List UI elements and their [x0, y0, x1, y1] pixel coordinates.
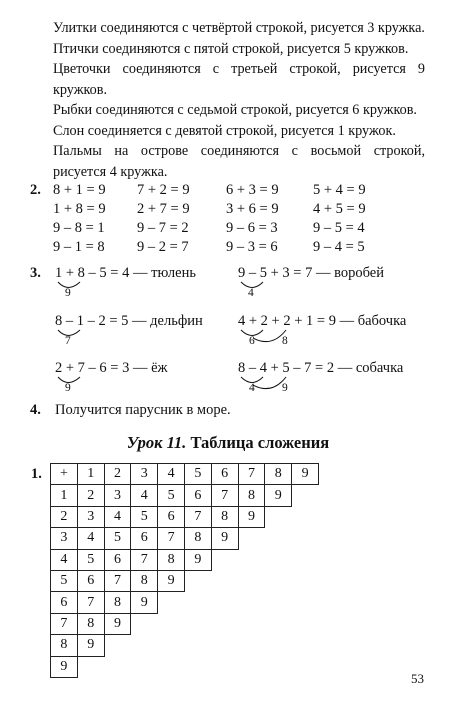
intro-line-5: Слон соединяется с девятой строкой, рисуется 1 кружок.: [53, 122, 396, 139]
empty-cell: [265, 528, 292, 549]
empty-cell: [265, 506, 292, 527]
task-2-eq: 9 – 4 = 5: [313, 239, 365, 255]
empty-cell: [158, 656, 185, 677]
table-cell: 6: [104, 549, 131, 570]
empty-cell: [158, 592, 185, 613]
table-cell: 5: [158, 485, 185, 506]
chain-partial-result: 4: [249, 382, 255, 394]
empty-cell: [292, 549, 319, 570]
table-cell: 7: [131, 549, 158, 570]
table-cell: 3: [131, 464, 158, 485]
table-cell: 7: [158, 528, 185, 549]
table-cell: 5: [184, 464, 211, 485]
chain-expression: 2 + 7 – 6 = 3 — ёж: [55, 360, 168, 376]
task-2-eq: 4 + 5 = 9: [313, 201, 366, 217]
empty-cell: [131, 635, 158, 656]
empty-cell: [292, 656, 319, 677]
empty-cell: [292, 485, 319, 506]
table-cell: 7: [184, 506, 211, 527]
table-cell: 9: [77, 635, 104, 656]
task-2-eq: 9 – 6 = 3: [226, 220, 278, 236]
table-cell: 8: [158, 549, 185, 570]
table-cell: 2: [104, 464, 131, 485]
table-cell: 7: [104, 570, 131, 591]
empty-cell: [104, 635, 131, 656]
chain-expression: 4 + 2 + 2 + 1 = 9 — бабочка: [238, 313, 407, 329]
table-cell: 6: [184, 485, 211, 506]
table-cell: 8: [238, 485, 265, 506]
table-cell: 2: [77, 485, 104, 506]
intro-text: [53, 18, 425, 182]
empty-cell: [77, 656, 104, 677]
task-2-eq: 1 + 8 = 9: [53, 201, 106, 217]
table-cell: 9: [265, 485, 292, 506]
table-cell: 1: [77, 464, 104, 485]
empty-cell: [131, 656, 158, 677]
task-2-eq: 9 – 7 = 2: [137, 220, 189, 236]
empty-cell: [211, 570, 238, 591]
empty-cell: [158, 635, 185, 656]
task-4-number: 4.: [30, 402, 41, 418]
table-cell: 5: [104, 528, 131, 549]
chain-partial-result: 6: [249, 335, 255, 347]
lesson-number: Урок 11.: [126, 433, 187, 452]
table-cell: 5: [77, 549, 104, 570]
table-cell: 4: [51, 549, 78, 570]
table-cell: 9: [104, 613, 131, 634]
empty-cell: [238, 592, 265, 613]
table-cell: 9: [184, 549, 211, 570]
empty-cell: [184, 570, 211, 591]
table-row: [51, 656, 319, 677]
table-cell: 7: [238, 464, 265, 485]
intro-line-4: Рыбки соединяются с седьмой строкой, рисуется 6 кружков.: [53, 102, 417, 118]
table-cell: +: [51, 464, 78, 485]
task-2-eq: 7 + 2 = 9: [137, 182, 190, 198]
table-cell: 9: [211, 528, 238, 549]
addition-table: [50, 463, 319, 678]
empty-cell: [292, 506, 319, 527]
empty-cell: [292, 635, 319, 656]
task-2-eq: 9 – 5 = 4: [313, 220, 365, 236]
table-cell: 8: [131, 570, 158, 591]
empty-cell: [292, 592, 319, 613]
intro-line-6: Пальмы на острове соединяются с восьмой строкой, рисуется 4 кружка.: [53, 143, 425, 180]
empty-cell: [265, 549, 292, 570]
empty-cell: [211, 635, 238, 656]
table-cell: 7: [51, 613, 78, 634]
empty-cell: [184, 592, 211, 613]
empty-cell: [238, 528, 265, 549]
table-cell: 8: [211, 506, 238, 527]
empty-cell: [238, 613, 265, 634]
chain-expression: 9 – 5 + 3 = 7 — воробей: [238, 265, 384, 281]
table-cell: 4: [131, 485, 158, 506]
empty-cell: [184, 656, 211, 677]
empty-cell: [292, 613, 319, 634]
empty-cell: [184, 613, 211, 634]
chain-partial-result: 4: [248, 287, 254, 299]
table-cell: 9: [131, 592, 158, 613]
task-2-eq: 2 + 7 = 9: [137, 201, 190, 217]
table-cell: 5: [131, 506, 158, 527]
empty-cell: [211, 549, 238, 570]
table-cell: 9: [51, 656, 78, 677]
table-row: [51, 528, 319, 549]
empty-cell: [184, 635, 211, 656]
empty-cell: [265, 592, 292, 613]
task-2-eq: 9 – 1 = 8: [53, 239, 105, 255]
empty-cell: [292, 570, 319, 591]
table-row: [51, 592, 319, 613]
table-cell: 3: [51, 528, 78, 549]
table-cell: 7: [77, 592, 104, 613]
table-cell: 8: [51, 635, 78, 656]
table-cell: 7: [211, 485, 238, 506]
task-2-eq: 5 + 4 = 9: [313, 182, 366, 198]
table-cell: 5: [51, 570, 78, 591]
intro-line-2: Птички соединяются с пятой строкой, рисуется 5 кружков.: [53, 40, 409, 57]
chain-partial-result: 9: [65, 287, 71, 299]
chain-partial-result: 7: [65, 335, 71, 347]
task-1-number: 1.: [31, 466, 42, 482]
task-2-eq: 9 – 2 = 7: [137, 239, 189, 255]
table-row: [51, 570, 319, 591]
task-2-number: 2.: [30, 182, 41, 198]
lesson-name: Таблица сложения: [190, 433, 330, 452]
table-cell: 8: [265, 464, 292, 485]
table-cell: 2: [51, 506, 78, 527]
table-row: [51, 549, 319, 570]
table-cell: 9: [238, 506, 265, 527]
chain-partial-result: 9: [282, 382, 288, 394]
empty-cell: [238, 656, 265, 677]
table-cell: 6: [51, 592, 78, 613]
empty-cell: [265, 635, 292, 656]
table-row: [51, 485, 319, 506]
table-cell: 3: [104, 485, 131, 506]
empty-cell: [265, 570, 292, 591]
table-cell: 3: [77, 506, 104, 527]
empty-cell: [292, 528, 319, 549]
empty-cell: [238, 570, 265, 591]
lesson-title: [0, 433, 456, 453]
empty-cell: [104, 656, 131, 677]
table-cell: 6: [158, 506, 185, 527]
chain-partial-result: 9: [65, 382, 71, 394]
task-2-eq: 9 – 8 = 1: [53, 220, 105, 236]
empty-cell: [265, 656, 292, 677]
table-cell: 6: [211, 464, 238, 485]
table-cell: 6: [131, 528, 158, 549]
empty-cell: [265, 613, 292, 634]
table-row: [51, 613, 319, 634]
empty-cell: [211, 656, 238, 677]
intro-line-3: Цветочки соединяются с третьей строкой, рисуется 9 кружков.: [53, 61, 425, 98]
table-cell: 8: [104, 592, 131, 613]
task-2-eq: 9 – 3 = 6: [226, 239, 278, 255]
intro-line-1: Улитки соединяются с четвёртой строкой, рисуется 3 кружка.: [53, 20, 425, 36]
table-row: [51, 635, 319, 656]
chain-expression: 1 + 8 – 5 = 4 — тюлень: [55, 265, 196, 281]
table-row: [51, 464, 319, 485]
chain-expression: 8 – 4 + 5 – 7 = 2 — собачка: [238, 360, 404, 376]
task-2-eq: 8 + 1 = 9: [53, 182, 106, 198]
table-cell: 4: [158, 464, 185, 485]
empty-cell: [211, 592, 238, 613]
table-cell: 9: [158, 570, 185, 591]
empty-cell: [211, 613, 238, 634]
table-cell: 1: [51, 485, 78, 506]
empty-cell: [131, 613, 158, 634]
table-cell: 4: [104, 506, 131, 527]
table-cell: 9: [292, 464, 319, 485]
empty-cell: [238, 635, 265, 656]
task-4-text: Получится парусник в море.: [55, 402, 231, 418]
task-2-eq: 6 + 3 = 9: [226, 182, 279, 198]
table-cell: 8: [184, 528, 211, 549]
page-number: 53: [411, 671, 424, 686]
table-cell: 8: [77, 613, 104, 634]
table-cell: 6: [77, 570, 104, 591]
empty-cell: [238, 549, 265, 570]
task-3-number: 3.: [30, 265, 41, 281]
empty-cell: [158, 613, 185, 634]
chain-partial-result: 8: [282, 335, 288, 347]
chain-expression: 8 – 1 – 2 = 5 — дельфин: [55, 313, 203, 329]
table-row: [51, 506, 319, 527]
table-cell: 4: [77, 528, 104, 549]
task-2-eq: 3 + 6 = 9: [226, 201, 279, 217]
